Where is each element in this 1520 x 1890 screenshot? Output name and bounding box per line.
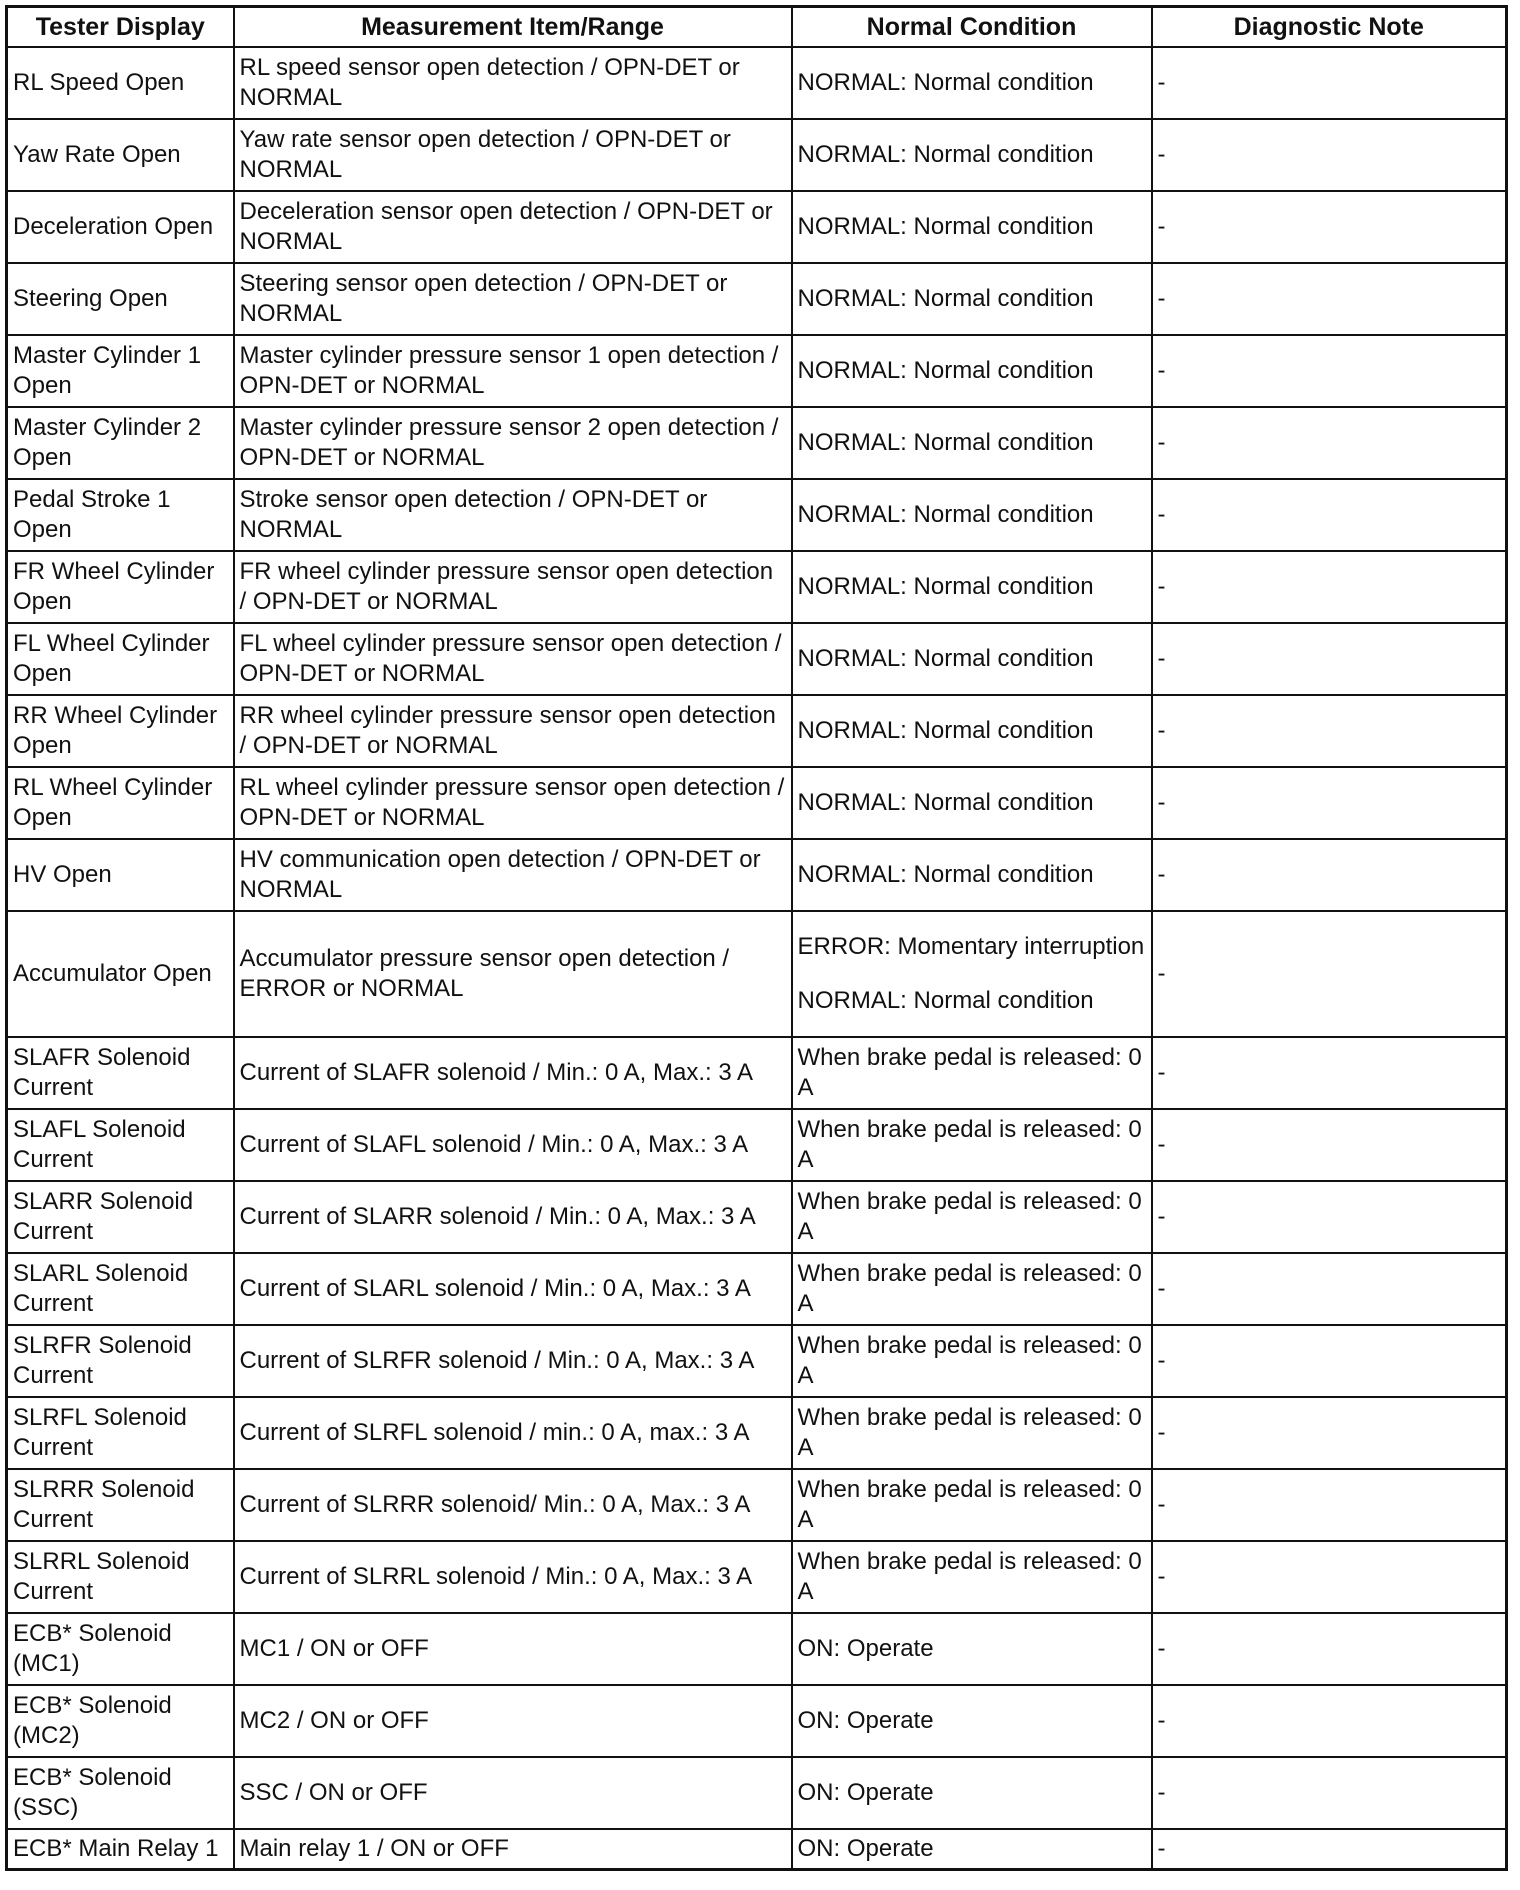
table-row [7,47,1507,119]
cell-normal-condition [792,1757,1152,1829]
cell-tester-display: SLRFL Solenoid Current [7,1397,234,1469]
header-row [7,7,1507,48]
cell-diagnostic-note: - [1152,263,1507,335]
cell-tester-display: FR Wheel Cylinder Open [7,551,234,623]
cell-normal-condition [792,1613,1152,1685]
cell-normal-condition [792,479,1152,551]
cell-measurement-item: Current of SLAFL solenoid / Min.: 0 A, Max.: 3 A [234,1109,792,1181]
cell-tester-display: HV Open [7,839,234,911]
table-row [7,1829,1507,1869]
cell-normal-condition [792,47,1152,119]
header-measurement-item: Measurement Item/Range [234,7,792,48]
condition-line: When brake pedal is released: 0 A [797,1332,1142,1389]
cell-normal-condition [792,1541,1152,1613]
condition-line: When brake pedal is released: 0 A [797,1404,1142,1461]
condition-spacer [798,962,1146,986]
condition-line: ERROR: Momentary interruption [797,933,1145,960]
table-row [7,767,1507,839]
cell-normal-condition [792,1397,1152,1469]
cell-tester-display: ECB* Main Relay 1 [7,1829,234,1869]
cell-diagnostic-note: - [1152,479,1507,551]
cell-diagnostic-note: - [1152,335,1507,407]
condition-line: ON: Operate [797,1707,934,1734]
cell-diagnostic-note: - [1152,1253,1507,1325]
cell-diagnostic-note: - [1152,1829,1507,1869]
condition-line: NORMAL: Normal condition [797,213,1094,240]
cell-normal-condition [792,623,1152,695]
cell-measurement-item: FL wheel cylinder pressure sensor open detection / OPN-DET or NORMAL [234,623,792,695]
header-normal-condition: Normal Condition [792,7,1152,48]
cell-measurement-item: MC1 / ON or OFF [234,1613,792,1685]
cell-measurement-item: Master cylinder pressure sensor 2 open detection / OPN-DET or NORMAL [234,407,792,479]
cell-normal-condition [792,695,1152,767]
cell-tester-display: SLAFL Solenoid Current [7,1109,234,1181]
table-row [7,1037,1507,1109]
cell-diagnostic-note: - [1152,1037,1507,1109]
cell-diagnostic-note: - [1152,911,1507,1037]
condition-line: When brake pedal is released: 0 A [797,1116,1142,1173]
data-monitor-table [5,5,1508,1871]
cell-tester-display: SLARR Solenoid Current [7,1181,234,1253]
cell-tester-display: ECB* Solenoid (SSC) [7,1757,234,1829]
cell-normal-condition [792,263,1152,335]
cell-normal-condition [792,767,1152,839]
cell-measurement-item: Stroke sensor open detection / OPN-DET or NORMAL [234,479,792,551]
table-row [7,1325,1507,1397]
cell-tester-display: Pedal Stroke 1 Open [7,479,234,551]
cell-measurement-item: Current of SLARR solenoid / Min.: 0 A, Max.: 3 A [234,1181,792,1253]
cell-tester-display: FL Wheel Cylinder Open [7,623,234,695]
cell-tester-display: Deceleration Open [7,191,234,263]
cell-measurement-item: HV communication open detection / OPN-DET or NORMAL [234,839,792,911]
condition-line: NORMAL: Normal condition [797,501,1094,528]
table-row [7,1469,1507,1541]
cell-normal-condition [792,551,1152,623]
cell-measurement-item: Yaw rate sensor open detection / OPN-DET or NORMAL [234,119,792,191]
table-row [7,695,1507,767]
cell-measurement-item: RL wheel cylinder pressure sensor open detection / OPN-DET or NORMAL [234,767,792,839]
cell-normal-condition [792,1325,1152,1397]
condition-line: NORMAL: Normal condition [797,861,1094,888]
cell-normal-condition [792,335,1152,407]
cell-measurement-item: Accumulator pressure sensor open detection / ERROR or NORMAL [234,911,792,1037]
cell-diagnostic-note: - [1152,1541,1507,1613]
header-diagnostic-note: Diagnostic Note [1152,7,1507,48]
cell-normal-condition [792,1685,1152,1757]
condition-line: NORMAL: Normal condition [797,573,1094,600]
cell-measurement-item: Current of SLAFR solenoid / Min.: 0 A, Max.: 3 A [234,1037,792,1109]
cell-tester-display: RL Wheel Cylinder Open [7,767,234,839]
table-row [7,911,1507,1037]
cell-measurement-item: Steering sensor open detection / OPN-DET or NORMAL [234,263,792,335]
cell-tester-display: RR Wheel Cylinder Open [7,695,234,767]
cell-normal-condition [792,1181,1152,1253]
condition-line: When brake pedal is released: 0 A [797,1188,1142,1245]
table-row [7,1757,1507,1829]
cell-tester-display: RL Speed Open [7,47,234,119]
condition-line: NORMAL: Normal condition [797,645,1094,672]
table-row [7,1541,1507,1613]
cell-tester-display: SLAFR Solenoid Current [7,1037,234,1109]
cell-measurement-item: Current of SLRRR solenoid/ Min.: 0 A, Max.: 3 A [234,1469,792,1541]
cell-tester-display: SLRFR Solenoid Current [7,1325,234,1397]
cell-measurement-item: Master cylinder pressure sensor 1 open detection / OPN-DET or NORMAL [234,335,792,407]
cell-normal-condition [792,407,1152,479]
condition-line: NORMAL: Normal condition [797,69,1094,96]
cell-normal-condition [792,911,1152,1037]
cell-diagnostic-note: - [1152,1109,1507,1181]
cell-normal-condition [792,1253,1152,1325]
condition-line: ON: Operate [797,1779,934,1806]
cell-normal-condition [792,191,1152,263]
table-row [7,1253,1507,1325]
table-row [7,1397,1507,1469]
cell-diagnostic-note: - [1152,695,1507,767]
condition-line: ON: Operate [797,1834,934,1862]
condition-line: When brake pedal is released: 0 A [797,1044,1142,1101]
cell-normal-condition [792,1469,1152,1541]
cell-diagnostic-note: - [1152,1613,1507,1685]
cell-tester-display: Steering Open [7,263,234,335]
cell-diagnostic-note: - [1152,1469,1507,1541]
condition-line: NORMAL: Normal condition [797,285,1094,312]
cell-diagnostic-note: - [1152,767,1507,839]
cell-measurement-item: RL speed sensor open detection / OPN-DET or NORMAL [234,47,792,119]
condition-line: When brake pedal is released: 0 A [797,1548,1142,1605]
table-row [7,839,1507,911]
condition-line: NORMAL: Normal condition [797,429,1094,456]
cell-measurement-item: MC2 / ON or OFF [234,1685,792,1757]
cell-measurement-item: SSC / ON or OFF [234,1757,792,1829]
cell-diagnostic-note: - [1152,1685,1507,1757]
cell-normal-condition [792,1037,1152,1109]
table-row [7,191,1507,263]
cell-measurement-item: Current of SLRFL solenoid / min.: 0 A, max.: 3 A [234,1397,792,1469]
cell-normal-condition [792,839,1152,911]
cell-measurement-item: Deceleration sensor open detection / OPN-DET or NORMAL [234,191,792,263]
cell-tester-display: ECB* Solenoid (MC1) [7,1613,234,1685]
header-tester-display: Tester Display [7,7,234,48]
cell-tester-display: SLARL Solenoid Current [7,1253,234,1325]
condition-line: NORMAL: Normal condition [797,717,1094,744]
cell-diagnostic-note: - [1152,1325,1507,1397]
table-row [7,335,1507,407]
condition-line: NORMAL: Normal condition [797,357,1094,384]
condition-line: NORMAL: Normal condition [797,987,1094,1014]
cell-tester-display: SLRRL Solenoid Current [7,1541,234,1613]
cell-diagnostic-note: - [1152,1181,1507,1253]
condition-line: NORMAL: Normal condition [797,789,1094,816]
table-row [7,551,1507,623]
table-container [5,5,1508,1871]
cell-normal-condition [792,1829,1152,1869]
cell-measurement-item: Main relay 1 / ON or OFF [234,1829,792,1869]
cell-measurement-item: FR wheel cylinder pressure sensor open detection / OPN-DET or NORMAL [234,551,792,623]
table-row [7,1685,1507,1757]
condition-line: When brake pedal is released: 0 A [797,1476,1142,1533]
condition-line: When brake pedal is released: 0 A [797,1260,1142,1317]
table-row [7,1613,1507,1685]
cell-diagnostic-note: - [1152,119,1507,191]
cell-tester-display: Master Cylinder 2 Open [7,407,234,479]
cell-normal-condition [792,1109,1152,1181]
cell-diagnostic-note: - [1152,407,1507,479]
table-row [7,1181,1507,1253]
cell-diagnostic-note: - [1152,623,1507,695]
table-row [7,407,1507,479]
cell-tester-display: SLRRR Solenoid Current [7,1469,234,1541]
cell-diagnostic-note: - [1152,1397,1507,1469]
cell-tester-display: Accumulator Open [7,911,234,1037]
cell-diagnostic-note: - [1152,1757,1507,1829]
table-row [7,119,1507,191]
table-row [7,263,1507,335]
cell-measurement-item: Current of SLARL solenoid / Min.: 0 A, Max.: 3 A [234,1253,792,1325]
cell-diagnostic-note: - [1152,191,1507,263]
table-body [7,47,1507,1869]
cell-tester-display: Master Cylinder 1 Open [7,335,234,407]
cell-diagnostic-note: - [1152,47,1507,119]
cell-tester-display: ECB* Solenoid (MC2) [7,1685,234,1757]
cell-measurement-item: RR wheel cylinder pressure sensor open detection / OPN-DET or NORMAL [234,695,792,767]
cell-measurement-item: Current of SLRRL solenoid / Min.: 0 A, Max.: 3 A [234,1541,792,1613]
table-row [7,1109,1507,1181]
condition-line: NORMAL: Normal condition [797,141,1094,168]
cell-measurement-item: Current of SLRFR solenoid / Min.: 0 A, Max.: 3 A [234,1325,792,1397]
cell-diagnostic-note: - [1152,551,1507,623]
condition-line: ON: Operate [797,1635,934,1662]
cell-tester-display: Yaw Rate Open [7,119,234,191]
cell-diagnostic-note: - [1152,839,1507,911]
table-row [7,479,1507,551]
table-row [7,623,1507,695]
cell-normal-condition [792,119,1152,191]
